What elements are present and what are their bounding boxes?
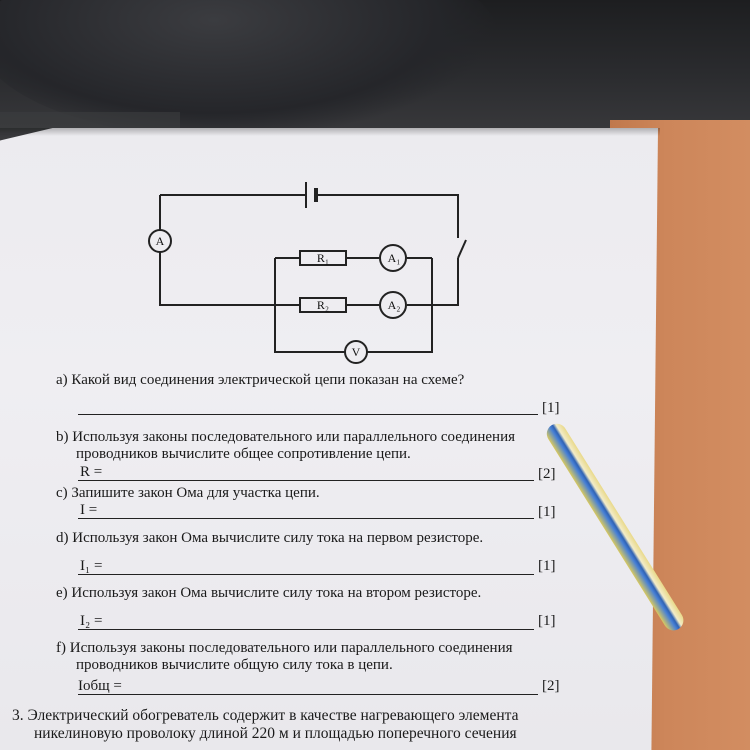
answer-label-e: I₂ = [80, 613, 103, 629]
answer-label-d: I₁ = [80, 558, 103, 574]
wire-top-right [318, 195, 458, 238]
question-d [56, 530, 483, 547]
question-f-line-2: проводников вычислите общую силу тока в цепи. [76, 657, 393, 673]
score-e: [1] [538, 613, 556, 629]
switch-lever [458, 240, 466, 258]
answer-line-a[interactable] [78, 414, 538, 415]
problem-3-line-2: никелиновую проволоку длиной 220 м и площадью поперечного сечения [34, 725, 517, 742]
question-a-line-1: a) Какой вид соединения электрической цепи показан на схеме? [56, 372, 465, 388]
ammeter-1-label: A₁ [387, 251, 401, 265]
answer-line-d[interactable] [78, 574, 534, 575]
answer-label-f: Iобщ = [78, 678, 122, 694]
answer-line-b[interactable] [78, 480, 534, 481]
question-f-line-1: f) Используя законы последовательного или параллельного соединения [56, 640, 513, 656]
resistor-2-label: R₂ [316, 298, 330, 312]
score-b: [2] [538, 466, 556, 482]
score-a: [1] [542, 400, 560, 416]
score-c: [1] [538, 504, 556, 520]
problem-3 [12, 707, 518, 743]
question-d-line-1: d) Используя закон Ома вычислите силу тока на первом резисторе. [56, 530, 484, 546]
wire-left-bottom [160, 252, 275, 305]
question-a [56, 372, 464, 389]
answer-label-c: I = [80, 502, 98, 518]
question-c-line-1: c) Запишите закон Ома для участка цепи. [56, 485, 320, 501]
question-b-line-1: b) Используя законы последовательного или параллельного соединения [56, 429, 516, 445]
voltmeter-label: V [351, 345, 361, 359]
question-e-line-1: e) Используя закон Ома вычислите силу тока на втором резисторе. [56, 585, 482, 601]
question-e [56, 585, 481, 602]
problem-3-line-1: 3. Электрический обогреватель содержит в качестве нагревающего элемента [12, 707, 519, 724]
answer-line-e[interactable] [78, 629, 534, 630]
resistor-1-label: R₁ [316, 251, 330, 265]
score-d: [1] [538, 558, 556, 574]
question-f [56, 640, 513, 674]
answer-line-c[interactable] [78, 518, 534, 519]
question-b [56, 429, 515, 463]
question-b-line-2: проводников вычислите общее сопротивление цепи. [76, 446, 411, 462]
answer-line-f[interactable] [78, 694, 538, 695]
wire-right-bottom [432, 258, 458, 305]
score-f: [2] [542, 678, 560, 694]
ammeter-2-label: A₂ [387, 298, 401, 312]
answer-label-b: R = [80, 464, 103, 480]
ammeter-main-label: A [155, 234, 165, 248]
question-c [56, 485, 320, 502]
